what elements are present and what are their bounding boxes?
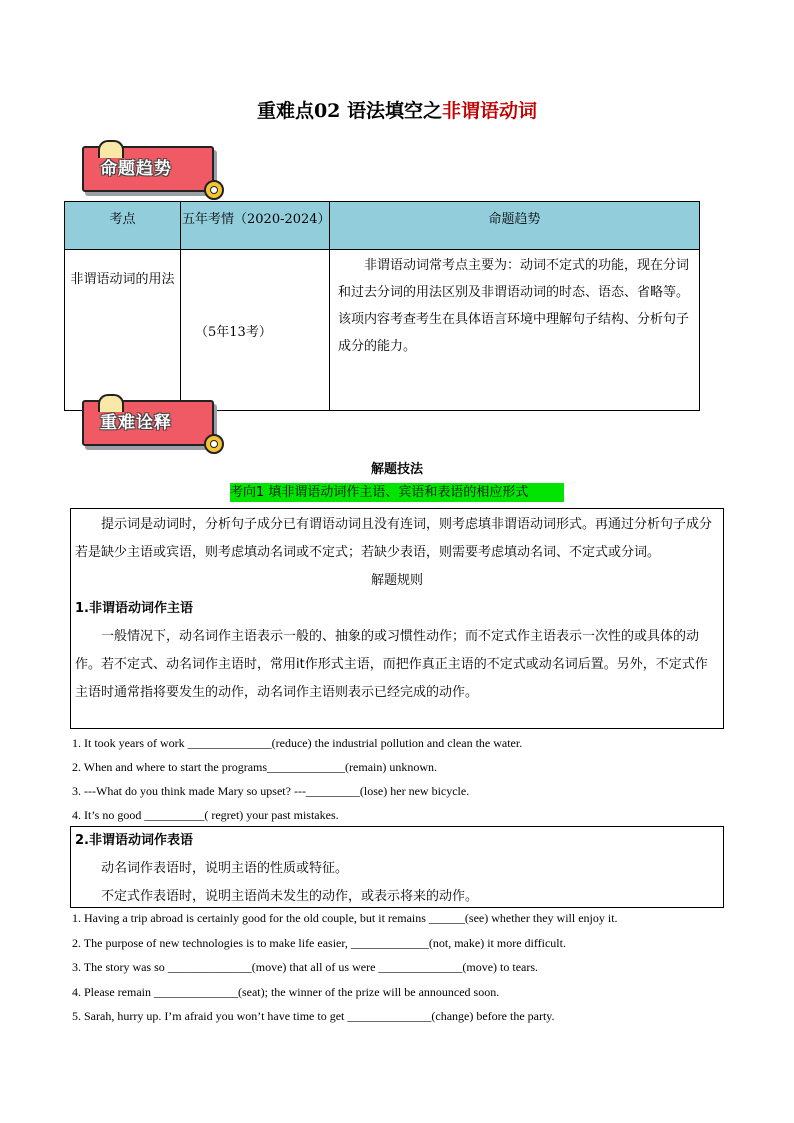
- title-highlight: 非谓语动词: [442, 100, 538, 122]
- section-title: 解题技法: [370, 462, 423, 477]
- exercise-list-1: [72, 731, 732, 827]
- rule1-heading: 1.非谓语动词作主语: [75, 601, 193, 616]
- header-trend: 命题趋势: [330, 202, 700, 250]
- header-years: 五年考情（2020-2024）: [181, 202, 330, 250]
- exercise-item: 2. When and where to start the programs_____________(remain) unknown.: [72, 760, 438, 774]
- rule2-line2: 不定式作表语时，说明主语尚未发生的动作，或表示将来的动作。: [101, 889, 479, 904]
- rules-title: 解题规则: [370, 573, 423, 588]
- trend-badge: [82, 146, 214, 192]
- ring-icon: [204, 180, 224, 200]
- rules-box: [70, 508, 724, 729]
- exercise-item: 1. Having a trip abroad is certainly good for the old couple, but it remains ______(see) whether they will enjoy it.: [72, 911, 618, 925]
- title-prefix: 重难点02 语法填空之: [256, 100, 443, 122]
- topic-cell: 非谓语动词的用法: [65, 250, 181, 411]
- exercise-item: 3. The story was so ______________(move) that all of us were ______________(move) to tears.: [72, 960, 539, 974]
- exercise-list-2: [72, 906, 732, 1029]
- rule1-body: 一般情况下，动名词作主语表示一般的、抽象的或习惯性动作；而不定式作主语表示一次性的或具体的动作。若不定式、动名词作主语时，常用it作形式主语，而把作真正主语的不定式或动名词后置。另外，不定式作主语时通常指将要发生的动作，动名词作主语则表示已经完成的动作。: [75, 629, 708, 700]
- kaoxiang-highlight: 考向1 填非谓语动词作主语、宾语和表语的相应形式: [230, 483, 564, 502]
- explain-badge: [82, 400, 214, 446]
- exercise-item: 4. Please remain ______________(seat); the winner of the prize will be announced soon.: [72, 984, 500, 999]
- page-title: [0, 96, 794, 123]
- rule2-line1: 动名词作表语时，说明主语的性质或特征。: [101, 861, 349, 876]
- header-topic: 考点: [65, 202, 181, 250]
- trend-table-row: [65, 250, 700, 411]
- trend-description-cell: 非谓语动词常考点主要为：动词不定式的功能，现在分词和过去分词的用法区别及非谓语动词的时态、语态、省略等。该项内容考查考生在具体语言环境中理解句子结构、分析句子成分的能力。: [330, 250, 700, 411]
- rule2-box: [70, 826, 724, 908]
- exercise-item: 2. The purpose of new technologies is to make life easier, _____________(not, make) it more difficult.: [72, 935, 566, 950]
- explain-badge-label: 重难诠释: [100, 413, 172, 433]
- count-cell: （5年13考）: [181, 250, 330, 411]
- exercise-item: 1. It took years of work ______________(reduce) the industrial pollution and clean the water.: [72, 736, 523, 750]
- ring-icon: [204, 434, 224, 454]
- trend-table-header-row: [65, 202, 700, 250]
- intro-paragraph: 提示词是动词时，分析句子成分已有谓语动词且没有连词，则考虑填非谓语动词形式。再通过分析句子成分若是缺少主语或宾语，则考虑填动名词或不定式；若缺少表语，则需要考虑填动名词、不定式或分词。: [75, 517, 713, 560]
- trend-table: [64, 201, 700, 411]
- exercise-item: 4. It’s no good __________( regret) your past mistakes.: [72, 808, 339, 822]
- rule2-heading: 2.非谓语动词作表语: [75, 833, 193, 848]
- exercise-item: 5. Sarah, hurry up. I’m afraid you won’t have time to get ______________(change) before the party.: [72, 1009, 555, 1023]
- trend-badge-label: 命题趋势: [100, 159, 172, 179]
- exercise-item: 3. ---What do you think made Mary so upset? ---_________(lose) her new bicycle.: [72, 784, 470, 798]
